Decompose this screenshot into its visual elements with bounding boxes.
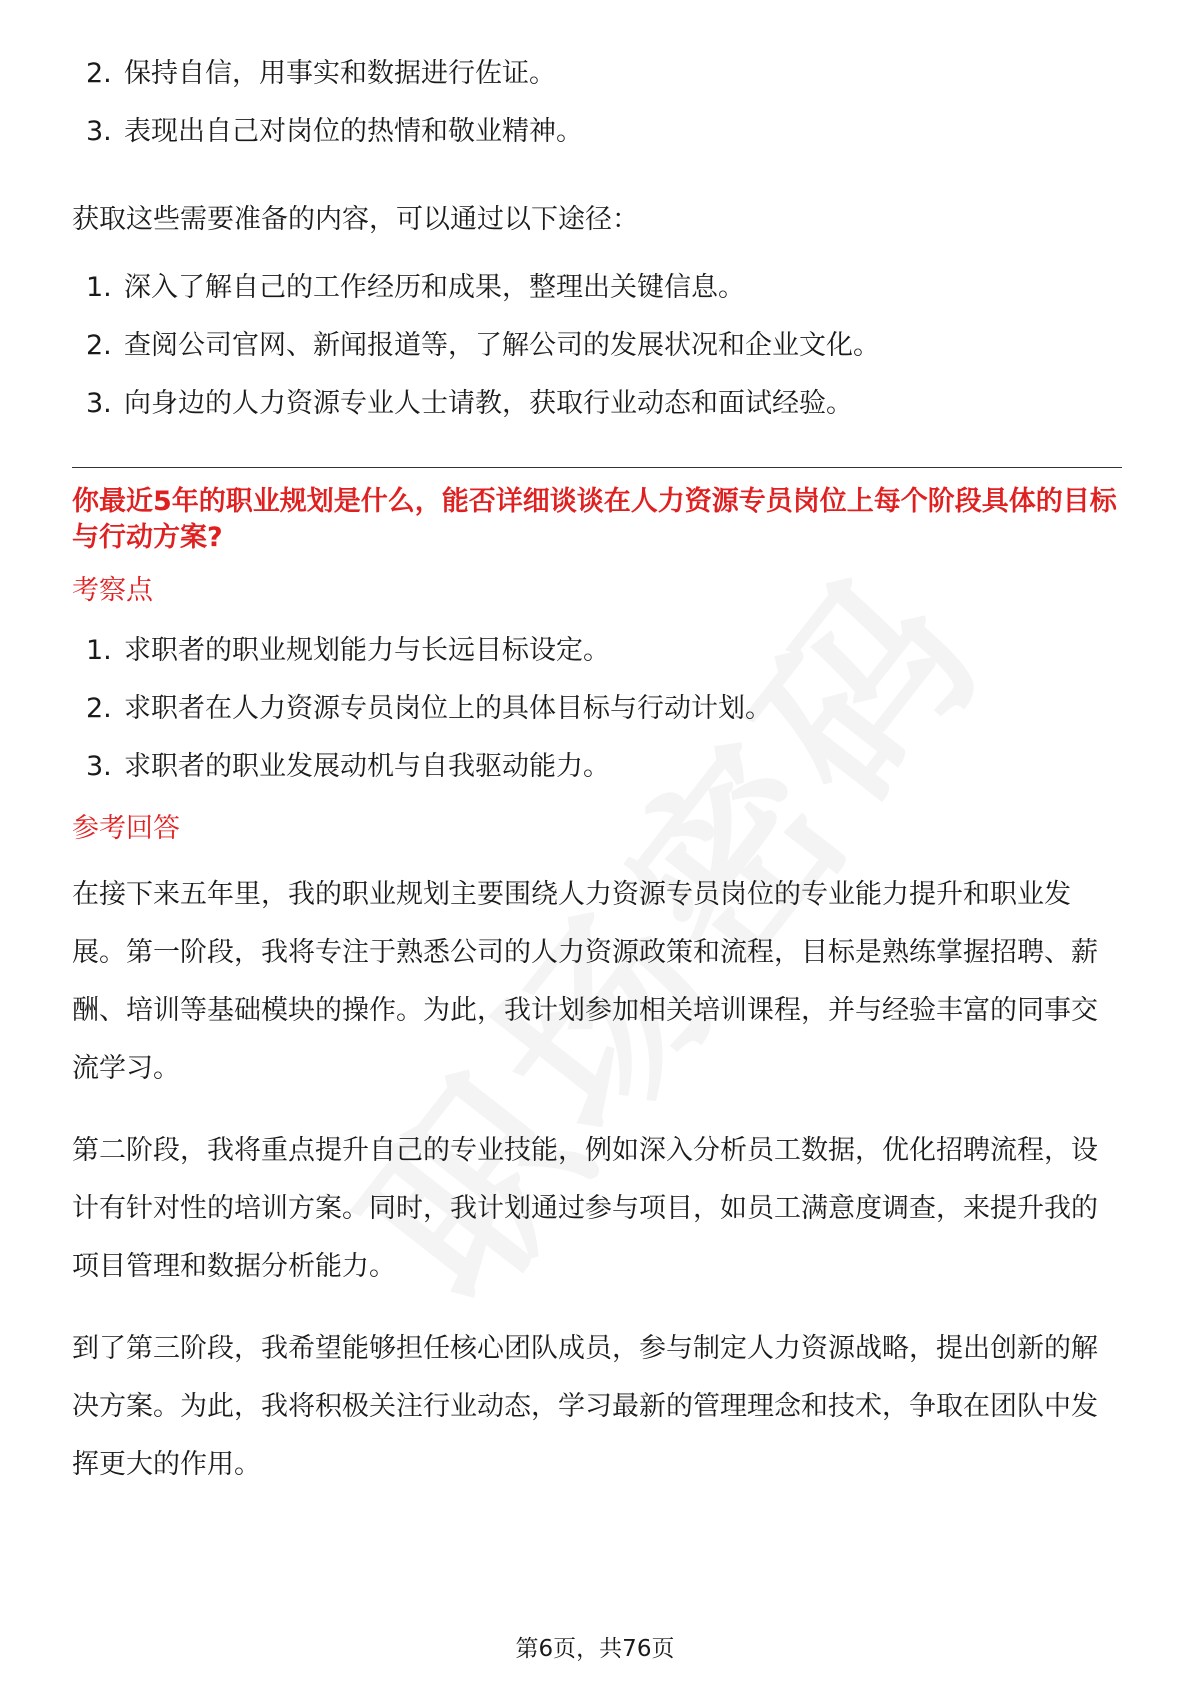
list-item (72, 632, 1122, 670)
page-content (72, 55, 1122, 1494)
list-number: 3. (86, 388, 112, 419)
list-text: 求职者的职业规划能力与长远目标设定。 (124, 635, 610, 666)
list-item (72, 690, 1122, 728)
answer-paragraph-2: 第二阶段，我将重点提升自己的专业技能，例如深入分析员工数据，优化招聘流程，设计有针对性的培训方案。同时，我计划通过参与项目，如员工满意度调查，来提升我的项目管理和数据分析能力。 (72, 1135, 1098, 1282)
list-number: 2. (86, 330, 112, 361)
list-item (72, 55, 1122, 93)
list-item (72, 327, 1122, 365)
sources-list (72, 269, 1122, 423)
focus-heading: 考察点 (72, 575, 153, 606)
list-item (72, 748, 1122, 786)
page-number: 第6页，共76页 (515, 1636, 675, 1662)
list-text: 表现出自己对岗位的热情和敬业精神。 (124, 116, 583, 147)
list-number: 2. (86, 58, 112, 89)
interview-question: 你最近5年的职业规划是什么，能否详细谈谈在人力资源专员岗位上每个阶段具体的目标与行动方案? (72, 486, 1117, 553)
list-text: 深入了解自己的工作经历和成果，整理出关键信息。 (124, 272, 745, 303)
intro-list (72, 55, 1122, 151)
list-text: 求职者在人力资源专员岗位上的具体目标与行动计划。 (124, 693, 772, 724)
list-number: 1. (86, 272, 112, 303)
list-text: 保持自信，用事实和数据进行佐证。 (124, 58, 556, 89)
list-number: 3. (86, 751, 112, 782)
list-text: 查阅公司官网、新闻报道等，了解公司的发展状况和企业文化。 (124, 330, 880, 361)
list-number: 3. (86, 116, 112, 147)
answer-paragraph-3: 到了第三阶段，我希望能够担任核心团队成员，参与制定人力资源战略，提出创新的解决方案。为此，我将积极关注行业动态，学习最新的管理理念和技术，争取在团队中发挥更大的作用。 (72, 1333, 1098, 1480)
focus-list (72, 632, 1122, 786)
sources-intro: 获取这些需要准备的内容，可以通过以下途径： (72, 204, 639, 235)
answer-paragraph-1: 在接下来五年里，我的职业规划主要围绕人力资源专员岗位的专业能力提升和职业发展。第一阶段，我将专注于熟悉公司的人力资源政策和流程，目标是熟练掌握招聘、薪酬、培训等基础模块的操作。为此，我计划参加相关培训课程，并与经验丰富的同事交流学习。 (72, 879, 1098, 1084)
list-number: 1. (86, 635, 112, 666)
list-text: 向身边的人力资源专业人士请教，获取行业动态和面试经验。 (124, 388, 853, 419)
list-item (72, 113, 1122, 151)
list-number: 2. (86, 693, 112, 724)
list-item (72, 269, 1122, 307)
list-text: 求职者的职业发展动机与自我驱动能力。 (124, 751, 610, 782)
list-item (72, 385, 1122, 423)
answer-heading: 参考回答 (72, 813, 180, 844)
